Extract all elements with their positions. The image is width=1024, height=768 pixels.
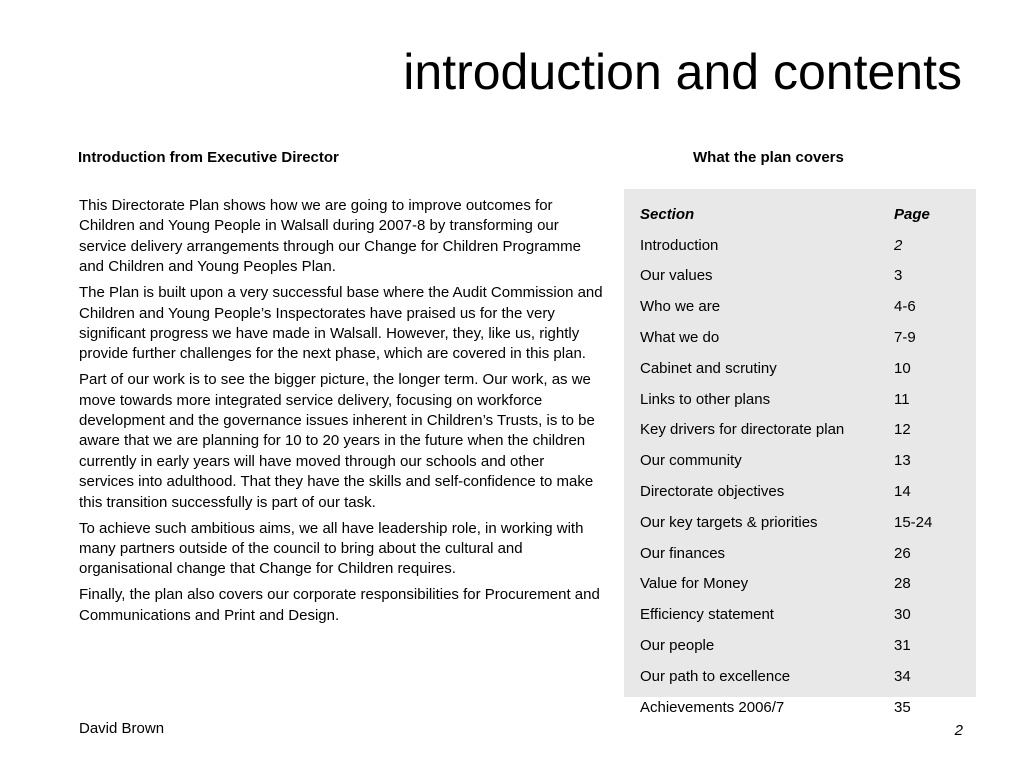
intro-paragraph: To achieve such ambitious aims, we all have leadership role, in working with many partners outside of the council to bring about the cultural and organisational change that Change for Children requires. [79, 519, 584, 578]
section-name: Value for Money [640, 575, 749, 593]
table-row [640, 445, 970, 476]
page-ref: 2 [894, 236, 903, 254]
intro-paragraph: The Plan is built upon a very successful base where the Audit Commission and Children and Young People’s Inspectorates have praised us for the very significant progress we have made in Walsall. However, they, like us, rightly provide further challenges for the next phase, which are covered in this plan. [79, 284, 603, 363]
page-ref: 31 [894, 637, 911, 655]
section-name: Our community [640, 452, 742, 470]
table-row [640, 384, 970, 415]
page-ref: 35 [894, 698, 911, 716]
table-row [640, 291, 970, 322]
contents-header-row [640, 199, 970, 230]
section-name: Cabinet and scrutiny [640, 359, 777, 377]
section-name: Our people [640, 637, 715, 655]
table-row [640, 261, 970, 292]
section-name: Links to other plans [640, 390, 771, 408]
signature: David Brown [79, 720, 165, 737]
page-ref: 34 [894, 667, 911, 685]
table-row [640, 661, 970, 692]
table-row [640, 569, 970, 600]
page-title: introduction and contents [403, 44, 962, 100]
table-row [640, 230, 970, 261]
page-ref: 26 [894, 544, 911, 562]
column-header-page: Page [894, 205, 930, 223]
section-name: Introduction [640, 236, 719, 254]
section-name: Key drivers for directorate plan [640, 421, 845, 439]
page-ref: 10 [894, 359, 911, 377]
slide-page-number: 2 [954, 722, 963, 739]
page-ref: 28 [894, 575, 911, 593]
section-name: Directorate objectives [640, 483, 785, 501]
section-name: What we do [640, 329, 720, 347]
column-header-section: Section [640, 205, 695, 223]
page-ref: 30 [894, 606, 911, 624]
section-name: Our path to excellence [640, 667, 791, 685]
contents-table [640, 199, 970, 723]
intro-paragraph: This Directorate Plan shows how we are going to improve outcomes for Children and Young People in Walsall during 2007-8 by transforming our service delivery arrangements through our Change for Children Programme and Children and Young Peoples Plan. [79, 197, 581, 276]
table-row [640, 630, 970, 661]
table-row [640, 353, 970, 384]
page-ref: 3 [894, 267, 903, 285]
page-ref: 11 [894, 390, 910, 408]
page-ref: 15-24 [894, 513, 933, 531]
page-ref: 7-9 [894, 329, 916, 347]
table-row [640, 599, 970, 630]
table-row [640, 538, 970, 569]
section-name: Efficiency statement [640, 606, 774, 624]
page-ref: 14 [894, 483, 911, 501]
table-row [640, 507, 970, 538]
section-name: Our key targets & priorities [640, 513, 818, 531]
intro-paragraph: Finally, the plan also covers our corporate responsibilities for Procurement and Communications and Print and Design. [79, 586, 600, 624]
section-name: Achievements 2006/7 [640, 698, 785, 716]
table-row [640, 692, 970, 723]
table-row [640, 415, 970, 446]
intro-paragraph: Part of our work is to see the bigger picture, the longer term. Our work, as we move towards more integrated service delivery, focusing on workforce development and the governance issues inherent in Children’s Trusts, is to be aware that we are planning for 10 to 20 years in the future when the children currently in early years will have moved through our schools and other services into adulthood. That they have the skills and self-confidence to make this transition successfully is part of our task. [79, 371, 595, 511]
table-row [640, 476, 970, 507]
section-name: Our values [640, 267, 713, 285]
page-ref: 13 [894, 452, 911, 470]
table-row [640, 322, 970, 353]
intro-body [79, 196, 603, 632]
section-name: Our finances [640, 544, 726, 562]
contents-heading: What the plan covers [693, 149, 844, 166]
section-name: Who we are [640, 298, 721, 316]
page-ref: 4-6 [894, 298, 916, 316]
intro-heading: Introduction from Executive Director [78, 149, 339, 166]
page-ref: 12 [894, 421, 911, 439]
